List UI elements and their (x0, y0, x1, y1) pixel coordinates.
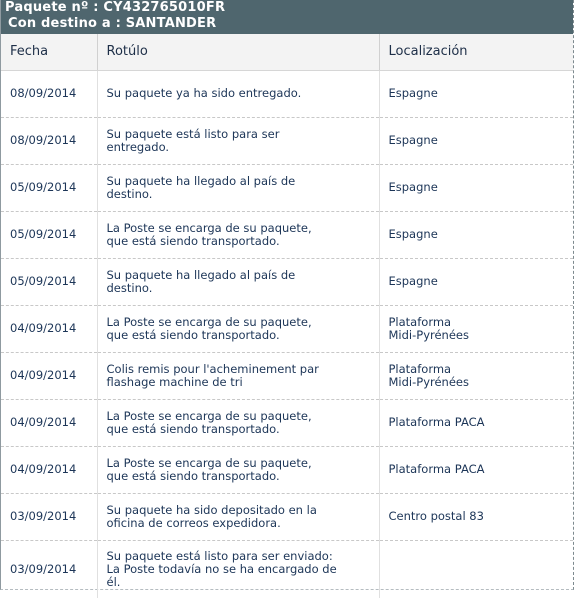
rotulo-line: que está siendo transportado. (106, 233, 280, 248)
cell-localizacion (379, 352, 573, 399)
cell-fecha: 04/09/2014 (1, 352, 97, 399)
cell-fecha: 03/09/2014 (1, 493, 97, 540)
table-row (1, 117, 573, 164)
localizacion-line: Plataforma PACA (388, 415, 485, 429)
table-row (1, 70, 573, 117)
rotulo-line: flashage machine de tri (106, 374, 243, 389)
rotulo-line: que está siendo transportado. (106, 327, 280, 342)
tracking-table-body (1, 70, 573, 598)
tracking-header (1, 0, 573, 34)
cell-fecha: 03/09/2014 (1, 540, 97, 598)
rotulo-line: La Poste todavía no se ha encargado de (106, 561, 337, 576)
table-row (1, 446, 573, 493)
rotulo-line: oficina de correos expedidora. (106, 515, 281, 530)
tracking-table (1, 34, 573, 598)
rotulo-line: que está siendo transportado. (106, 421, 280, 436)
cell-localizacion (379, 493, 573, 540)
localizacion-line: Centro postal 83 (388, 509, 484, 523)
cell-fecha: 05/09/2014 (1, 164, 97, 211)
rotulo-line: Su paquete ya ha sido entregado. (106, 86, 302, 100)
destination-label: Con destino a : (8, 16, 121, 31)
cell-fecha: 08/09/2014 (1, 70, 97, 117)
localizacion-line: Espagne (388, 274, 438, 288)
rotulo-line: La Poste se encarga de su paquete, (106, 220, 312, 235)
rotulo-line: él. (106, 574, 121, 589)
cell-localizacion (379, 305, 573, 352)
cell-rotulo (97, 258, 379, 305)
rotulo-line: Su paquete está listo para ser (106, 126, 280, 141)
rotulo-line: que está siendo transportado. (106, 468, 280, 483)
table-row (1, 493, 573, 540)
cell-localizacion (379, 70, 573, 117)
rotulo-line: Su paquete ha llegado al país de (106, 173, 296, 188)
cell-fecha: 04/09/2014 (1, 305, 97, 352)
column-header-localizacion: Localización (379, 34, 573, 70)
localizacion-line: Espagne (388, 180, 438, 194)
localizacion-line: Espagne (388, 133, 438, 147)
localizacion-line: Midi-Pyrénées (388, 374, 469, 389)
cell-rotulo (97, 305, 379, 352)
cell-rotulo (97, 164, 379, 211)
localizacion-line: Plataforma (388, 361, 452, 376)
localizacion-line: Midi-Pyrénées (388, 327, 469, 342)
package-number-label: Paquete nº : (5, 0, 99, 15)
table-header-row (1, 34, 573, 70)
rotulo-line: Su paquete ha llegado al país de (106, 267, 296, 282)
cell-rotulo (97, 399, 379, 446)
rotulo-line: destino. (106, 280, 153, 295)
cell-fecha: 05/09/2014 (1, 258, 97, 305)
cell-localizacion (379, 211, 573, 258)
column-header-fecha: Fecha (1, 34, 97, 70)
cell-rotulo (97, 211, 379, 258)
cell-rotulo (97, 70, 379, 117)
localizacion-line: Plataforma PACA (388, 462, 485, 476)
cell-localizacion (379, 258, 573, 305)
table-row (1, 540, 573, 598)
destination-line (5, 16, 569, 32)
localizacion-line: Plataforma (388, 314, 452, 329)
localizacion-line: Espagne (388, 86, 438, 100)
cell-localizacion (379, 399, 573, 446)
cell-rotulo (97, 352, 379, 399)
cell-localizacion (379, 164, 573, 211)
table-row (1, 211, 573, 258)
cell-localizacion (379, 540, 573, 598)
table-row (1, 164, 573, 211)
rotulo-line: Su paquete ha sido depositado en la (106, 502, 317, 517)
cell-fecha: 04/09/2014 (1, 446, 97, 493)
rotulo-line: Su paquete está listo para ser enviado: (106, 548, 333, 563)
rotulo-line: destino. (106, 186, 153, 201)
rotulo-line: Colis remis pour l'acheminement par (106, 361, 319, 376)
column-header-rotulo: Rotúlo (97, 34, 379, 70)
rotulo-line: La Poste se encarga de su paquete, (106, 314, 312, 329)
table-row (1, 305, 573, 352)
table-row (1, 399, 573, 446)
cell-rotulo (97, 540, 379, 598)
destination-value: SANTANDER (125, 16, 217, 31)
table-row (1, 352, 573, 399)
package-number-value: CY432765010FR (103, 0, 226, 15)
cell-fecha: 04/09/2014 (1, 399, 97, 446)
table-row (1, 258, 573, 305)
rotulo-line: La Poste se encarga de su paquete, (106, 455, 312, 470)
cell-fecha: 05/09/2014 (1, 211, 97, 258)
cell-fecha: 08/09/2014 (1, 117, 97, 164)
cell-rotulo (97, 117, 379, 164)
cell-localizacion (379, 446, 573, 493)
localizacion-line: Espagne (388, 227, 438, 241)
package-number-line (5, 0, 569, 16)
rotulo-line: La Poste se encarga de su paquete, (106, 408, 312, 423)
cell-rotulo (97, 446, 379, 493)
cell-rotulo (97, 493, 379, 540)
cell-localizacion (379, 117, 573, 164)
rotulo-line: entregado. (106, 139, 170, 154)
